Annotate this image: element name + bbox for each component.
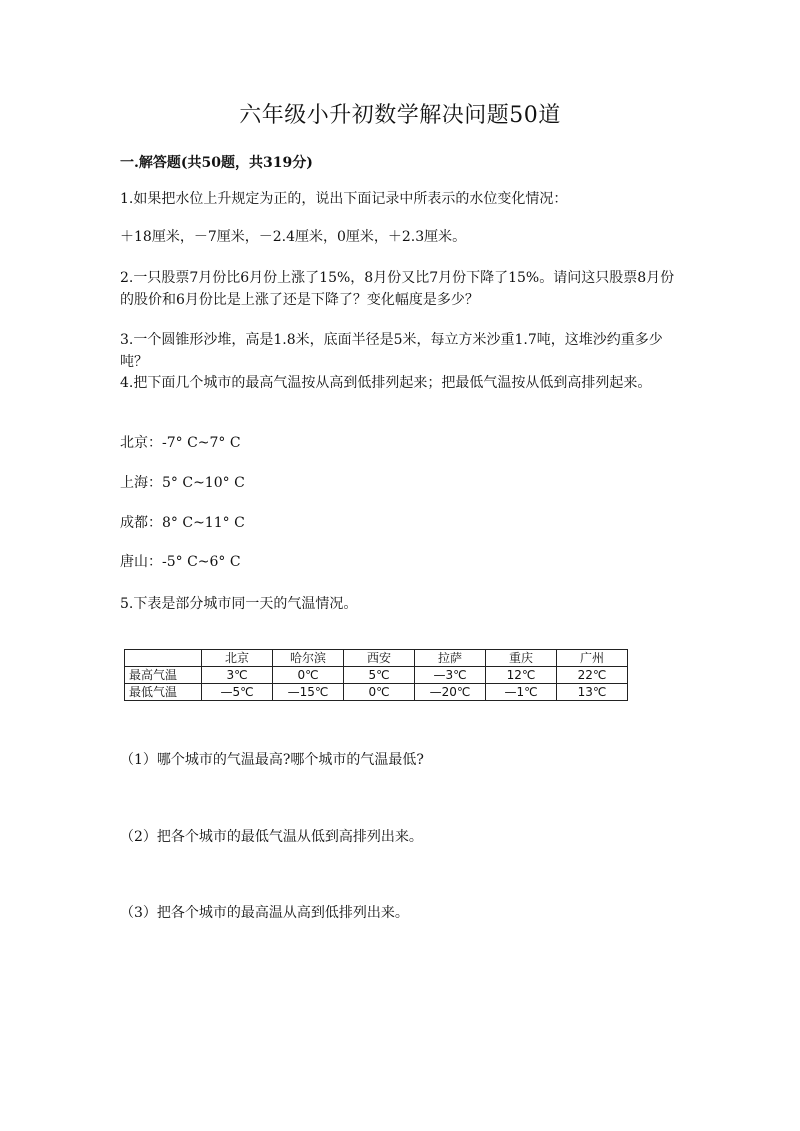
table-cell: 0℃ [273,667,344,684]
table-row-label: 最低气温 [125,684,202,701]
question-1-text: 1.如果把水位上升规定为正的，说出下面记录中所表示的水位变化情况： [120,191,568,207]
question-4-city-shanghai: 上海：5° C~10° C [120,475,245,491]
table-cell: 0℃ [344,684,415,701]
table-header-row [125,650,628,667]
table-cell: 5℃ [344,667,415,684]
table-row [125,684,628,701]
table-cell: 12℃ [486,667,557,684]
table-cell: 13℃ [557,684,628,701]
table-cell: —3℃ [415,667,486,684]
question-4-city-tangshan: 唐山：-5° C~6° C [120,554,241,570]
section-header: 一.解答题(共50题，共319分) [120,155,313,171]
question-4-city-chengdu: 成都：8° C~11° C [120,515,245,531]
question-4-text: 4.把下面几个城市的最高气温按从高到低排列起来；把最低气温按从低到高排列起来。 [120,375,652,391]
table-header-cell: 重庆 [486,650,557,667]
table-header-cell: 北京 [202,650,273,667]
table-row [125,667,628,684]
question-4-city-beijing: 北京：-7° C~7° C [120,435,241,451]
table-header-cell: 哈尔滨 [273,650,344,667]
table-cell: —20℃ [415,684,486,701]
question-5-text: 5.下表是部分城市同一天的气温情况。 [120,596,358,612]
table-header-cell: 西安 [344,650,415,667]
page-title: 六年级小升初数学解决问题50道 [239,103,561,128]
table-cell: 3℃ [202,667,273,684]
table-cell: —5℃ [202,684,273,701]
question-3-text: 3.一个圆锥形沙堆，高是1.8米，底面半径是5米，每立方米沙重1.7吨，这堆沙约重多少吨？ [120,332,663,370]
table-header-cell: 广州 [557,650,628,667]
question-5-sub-2: （2）把各个城市的最低气温从低到高排列出来。 [120,829,423,845]
table-cell: 22℃ [557,667,628,684]
table-cell: —15℃ [273,684,344,701]
question-5-sub-1: （1）哪个城市的气温最高?哪个城市的气温最低? [120,752,424,768]
question-2-text: 2.一只股票7月份比6月份上涨了15%，8月份又比7月份下降了15%。请问这只股票8月份的股价和6月份比是上涨了还是下降了？变化幅度是多少？ [120,270,675,308]
question-5-sub-3: （3）把各个城市的最高温从高到低排列出来。 [120,905,409,921]
temperature-table [124,649,628,701]
table-row-label: 最高气温 [125,667,202,684]
table-corner-cell [125,650,202,667]
question-1-values: ＋18厘米，－7厘米，－2.4厘米，0厘米，＋2.3厘米。 [120,229,467,245]
table-cell: —1℃ [486,684,557,701]
table-header-cell: 拉萨 [415,650,486,667]
